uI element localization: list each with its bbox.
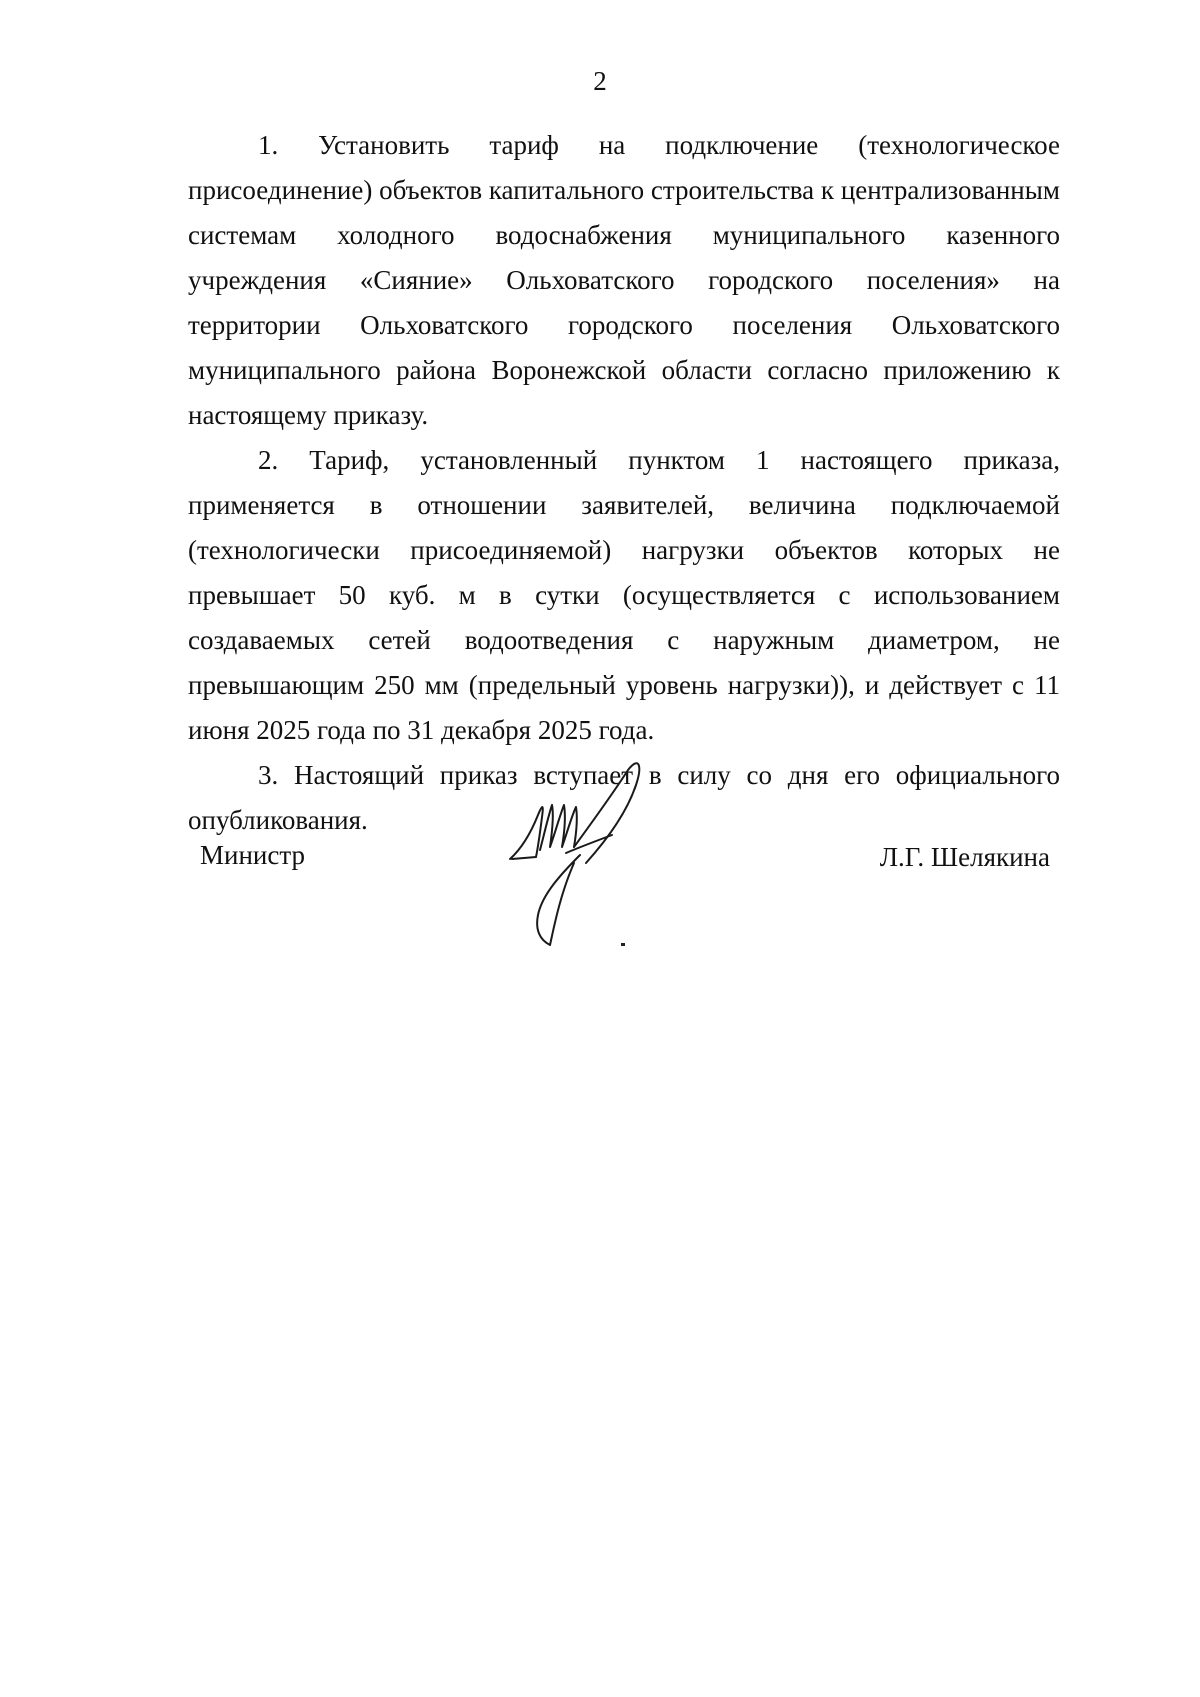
document-body xyxy=(188,123,1060,843)
signatory-title: Министр xyxy=(200,840,305,870)
handwritten-signature xyxy=(500,755,660,955)
paragraph-3: 3. Настоящий приказ вступает в силу со дня его официального опубликования. xyxy=(188,760,1060,835)
scan-artifact xyxy=(621,943,625,946)
signature-block xyxy=(0,820,1200,970)
page-number: 2 xyxy=(593,66,607,96)
signatory-name: Л.Г. Шелякина xyxy=(879,842,1050,872)
paragraph-2: 2. Тариф, установленный пунктом 1 настоящего приказа, применяется в отношении заявителей, величина подключаемой (технологически присоединяемой) нагрузки объектов которых не превышает 50 куб. м в сутки (осуществляется с использованием создаваемых сетей водоотведения с наружным диаметром, не превышающим 250 мм (предельный уровень нагрузки)), и действует с 11 июня 2025 года по 31 декабря 2025 года. xyxy=(188,445,1060,745)
paragraph-1: 1. Установить тариф на подключение (технологическое присоединение) объектов капитального строительства к централизованным системам холодного водоснабжения муниципального казенного учреждения «Сияние» Ольховатского городского поселения» на территории Ольховатского городского поселения Ольховатского муниципального района Воронежской области согласно приложению к настоящему приказу. xyxy=(188,130,1060,430)
